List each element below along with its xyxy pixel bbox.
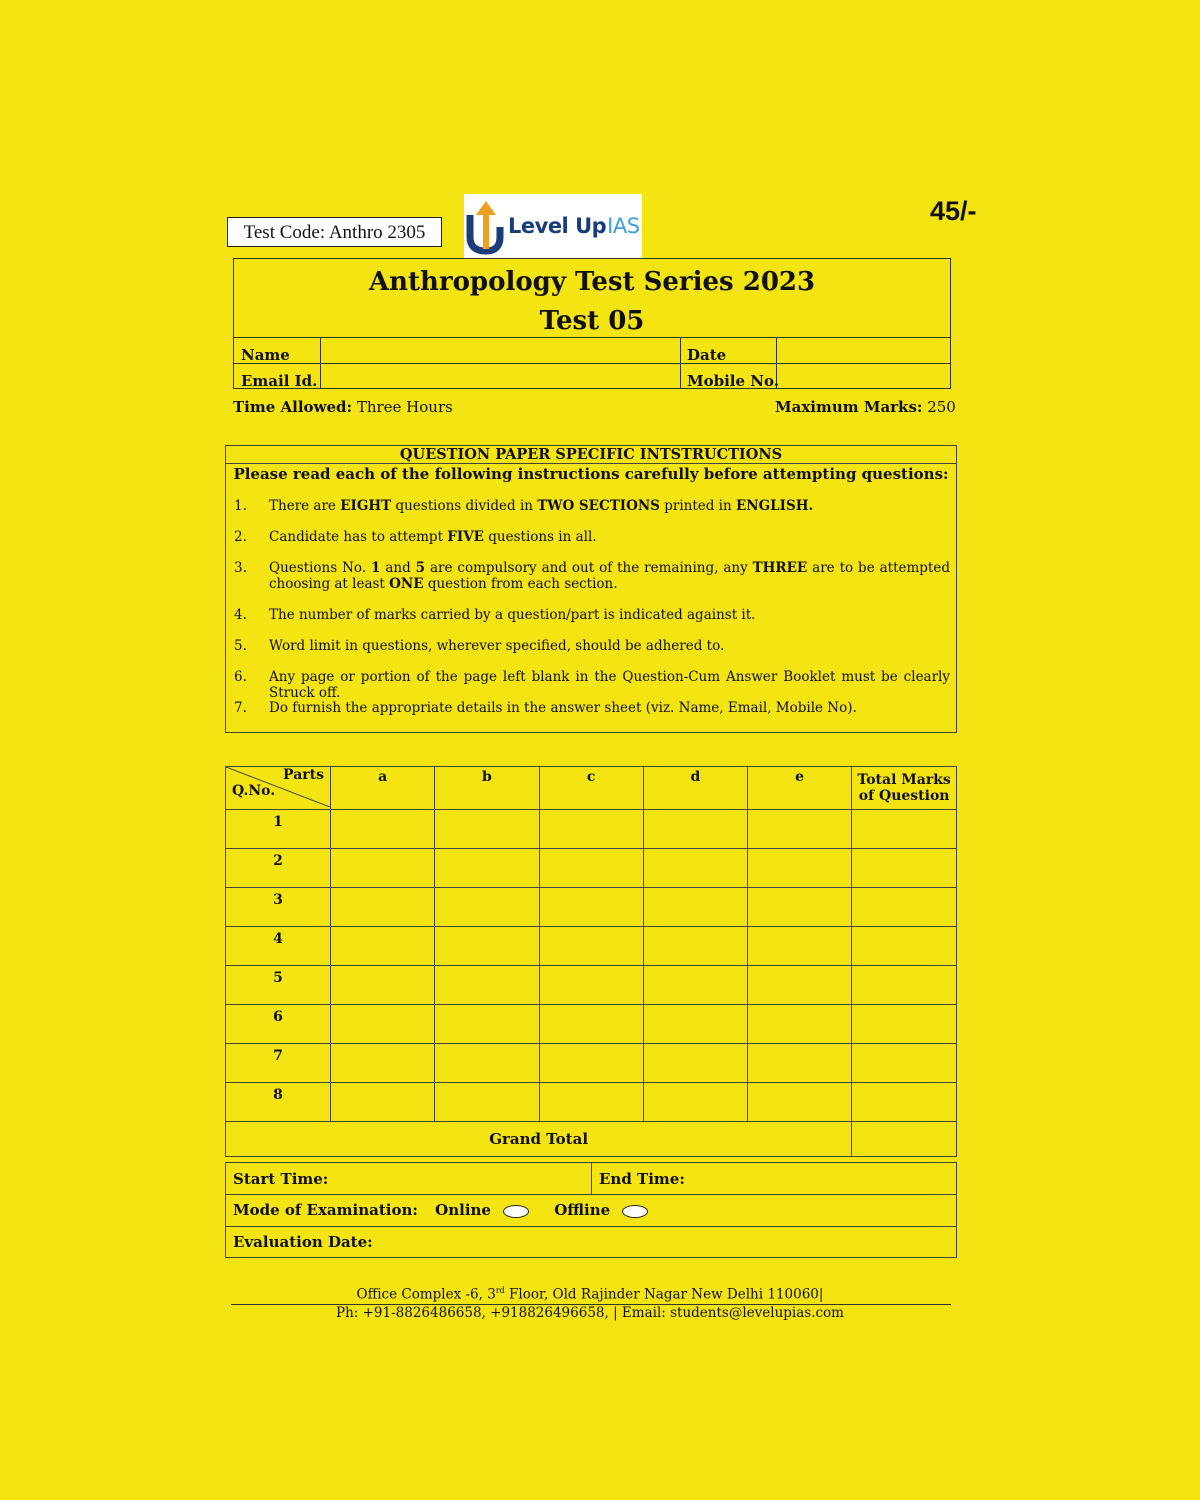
total-cell[interactable] [852, 810, 957, 849]
instruction-number: 1. [234, 498, 247, 514]
total-cell[interactable] [852, 888, 957, 927]
mark-cell[interactable] [331, 888, 435, 927]
table-corner-cell [226, 767, 331, 810]
instruction-number: 6. [234, 669, 247, 685]
maximum-marks [775, 398, 956, 416]
total-marks-header: Total Marks of Question [852, 767, 957, 810]
table-row [226, 1044, 957, 1083]
total-cell[interactable] [852, 1044, 957, 1083]
evaluation-date-label: Evaluation Date: [233, 1233, 373, 1251]
mark-cell[interactable] [643, 966, 747, 1005]
instruction-number: 7. [234, 700, 247, 716]
grand-total-label: Grand Total [226, 1122, 852, 1157]
instruction-text: There are EIGHT questions divided in TWO SECTIONS printed in ENGLISH. [269, 498, 814, 514]
start-time-label: Start Time: [233, 1170, 329, 1188]
divider [680, 337, 681, 389]
instruction-text: The number of marks carried by a question/part is indicated against it. [269, 607, 756, 623]
instruction-text: Any page or portion of the page left blank in the Question-Cum Answer Booklet must be clearly Struck off. [269, 669, 950, 701]
time-allowed [233, 398, 453, 416]
table-row [226, 1083, 957, 1122]
mark-cell[interactable] [539, 927, 643, 966]
address-start: Office Complex -6, 3 [356, 1286, 496, 1303]
mark-cell[interactable] [539, 1044, 643, 1083]
logo-text-level-up: Level Up [508, 214, 607, 238]
mark-cell[interactable] [747, 1005, 851, 1044]
mark-cell[interactable] [331, 810, 435, 849]
mark-cell[interactable] [435, 927, 539, 966]
date-field[interactable] [777, 338, 950, 362]
title-details-box [233, 258, 951, 389]
divider [226, 1194, 956, 1195]
question-number: 2 [226, 849, 331, 888]
mark-cell[interactable] [643, 888, 747, 927]
mark-cell[interactable] [331, 849, 435, 888]
part-header: c [539, 767, 643, 810]
mark-cell[interactable] [435, 1005, 539, 1044]
mark-cell[interactable] [747, 849, 851, 888]
total-cell[interactable] [852, 1005, 957, 1044]
test-code-box: Test Code: Anthro 2305 [227, 217, 442, 247]
online-label: Online [435, 1201, 491, 1219]
logo-text-ias: IAS [607, 214, 640, 238]
parts-label: Parts [283, 767, 324, 783]
table-row [226, 888, 957, 927]
mark-cell[interactable] [643, 810, 747, 849]
name-label: Name [241, 346, 290, 364]
online-radio[interactable] [503, 1205, 529, 1218]
mark-cell[interactable] [643, 849, 747, 888]
email-label: Email Id. [241, 372, 318, 390]
mark-cell[interactable] [747, 966, 851, 1005]
email-field[interactable] [321, 364, 679, 388]
table-row [226, 849, 957, 888]
instruction-text: Questions No. 1 and 5 are compulsory and out of the remaining, any THREE are to be attempted choosing at least ONE question from each section. [269, 560, 950, 592]
part-header: d [643, 767, 747, 810]
mark-cell[interactable] [539, 1083, 643, 1122]
logo-u-arrow-icon [466, 197, 506, 255]
instruction-text: Candidate has to attempt FIVE questions in all. [269, 529, 597, 545]
part-header: a [331, 767, 435, 810]
instruction-number: 4. [234, 607, 247, 623]
address-end: Floor, Old Rajinder Nagar New Delhi 110060| [504, 1286, 824, 1303]
footer-address [0, 1286, 1180, 1303]
test-number-title: Test 05 [539, 306, 645, 336]
exam-details-box [225, 1162, 957, 1258]
offline-label: Offline [554, 1201, 611, 1219]
time-allowed-label: Time Allowed: [233, 398, 353, 416]
mark-cell[interactable] [539, 849, 643, 888]
table-row [226, 810, 957, 849]
mark-cell[interactable] [747, 1083, 851, 1122]
price-label: 45/- [930, 196, 977, 226]
mode-of-examination [233, 1201, 648, 1219]
total-cell[interactable] [852, 1083, 957, 1122]
mark-cell[interactable] [331, 927, 435, 966]
address-superscript: rd [495, 1286, 505, 1295]
mark-cell[interactable] [331, 966, 435, 1005]
grand-total-cell[interactable] [852, 1122, 957, 1157]
date-label: Date [687, 346, 727, 364]
part-header: b [435, 767, 539, 810]
mark-cell[interactable] [747, 810, 851, 849]
level-up-ias-logo [464, 194, 642, 258]
divider [591, 1163, 592, 1194]
instruction-number: 5. [234, 638, 247, 654]
end-time-label: End Time: [599, 1170, 685, 1188]
mark-cell[interactable] [643, 927, 747, 966]
mark-cell[interactable] [643, 1083, 747, 1122]
maximum-marks-value: 250 [927, 398, 956, 416]
mark-cell[interactable] [539, 888, 643, 927]
qno-label: Q.No. [232, 783, 276, 799]
offline-radio[interactable] [622, 1205, 648, 1218]
mark-cell[interactable] [331, 1005, 435, 1044]
mark-cell[interactable] [435, 810, 539, 849]
mark-cell[interactable] [539, 966, 643, 1005]
mark-cell[interactable] [331, 1083, 435, 1122]
question-number: 5 [226, 966, 331, 1005]
table-row [226, 1005, 957, 1044]
question-number: 3 [226, 888, 331, 927]
mobile-field[interactable] [777, 364, 950, 388]
mark-cell[interactable] [539, 810, 643, 849]
part-header: e [747, 767, 851, 810]
grand-total-row [226, 1122, 957, 1157]
question-number: 6 [226, 1005, 331, 1044]
instructions-subheading: Please read each of the following instructions carefully before attempting questions: [233, 465, 949, 483]
mode-label: Mode of Examination: [233, 1201, 418, 1219]
mobile-label: Mobile No. [687, 372, 779, 390]
table-header-row [226, 767, 957, 810]
mark-cell[interactable] [435, 1044, 539, 1083]
question-number: 7 [226, 1044, 331, 1083]
instruction-number: 3. [234, 560, 247, 576]
instruction-text: Do furnish the appropriate details in the answer sheet (viz. Name, Email, Mobile No). [269, 700, 857, 716]
total-cell[interactable] [852, 849, 957, 888]
divider [226, 1226, 956, 1227]
total-cell[interactable] [852, 927, 957, 966]
test-series-title: Anthropology Test Series 2023 [368, 267, 816, 297]
mark-cell[interactable] [643, 1005, 747, 1044]
instruction-number: 2. [234, 529, 247, 545]
mark-cell[interactable] [643, 1044, 747, 1083]
mark-cell[interactable] [435, 849, 539, 888]
footer-contact: Ph: +91-8826486658, +918826496658, | Email: students@levelupias.com [335, 1305, 844, 1321]
maximum-marks-label: Maximum Marks: [775, 398, 923, 416]
marks-table [225, 766, 957, 1157]
instruction-text: Word limit in questions, wherever specified, should be adhered to. [269, 638, 725, 654]
total-cell[interactable] [852, 966, 957, 1005]
table-row [226, 966, 957, 1005]
mark-cell[interactable] [435, 888, 539, 927]
instructions-heading: QUESTION PAPER SPECIFIC INTSTRUCTIONS [226, 446, 956, 464]
mark-cell[interactable] [331, 1044, 435, 1083]
question-number: 1 [226, 810, 331, 849]
question-number: 8 [226, 1083, 331, 1122]
mark-cell[interactable] [747, 1044, 851, 1083]
time-allowed-value: Three Hours [356, 398, 453, 416]
instructions-box [225, 445, 957, 733]
mark-cell[interactable] [747, 927, 851, 966]
question-number: 4 [226, 927, 331, 966]
mark-cell[interactable] [435, 966, 539, 1005]
mark-cell[interactable] [435, 1083, 539, 1122]
name-field[interactable] [321, 338, 679, 362]
mark-cell[interactable] [539, 1005, 643, 1044]
mark-cell[interactable] [747, 888, 851, 927]
table-row [226, 927, 957, 966]
